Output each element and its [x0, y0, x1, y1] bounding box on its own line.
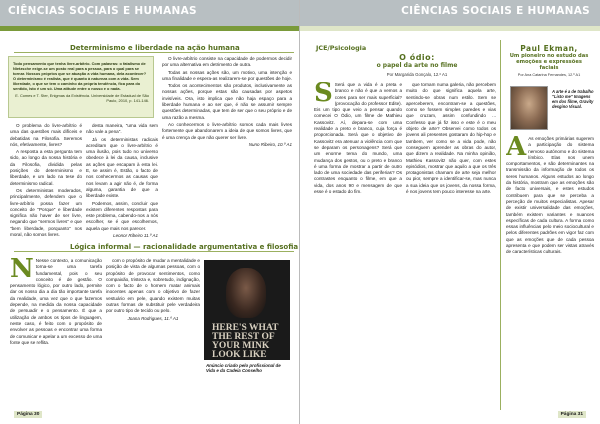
- portrait-photo: [510, 86, 548, 130]
- right-page: [300, 0, 600, 424]
- paragraph: As emoções primárias sugerem a participação do sistema nervoso autónomo e do sistema límbico. Elas nos unem comportamentos, e são determinantes na transmissão da informação de todos os seres humanos. Alguns estudos ao longo da história, mostram que as emoções são de facto universais, e estes estudos contribuem para que se perceba a perceção de muitos especialistas. Apesar de existir universalidade das emoções, também existem variantes e nuances específicas de cada cultura. A forma como essas influências pelo meio sociocultural e pelos diferentes padrões em vigor faz com que as emoções que de cada pessoa apresenta e que podem ser vistas através de características culturais.: [506, 136, 594, 255]
- header-band: [0, 0, 299, 26]
- page-number: Página 30: [14, 411, 42, 418]
- text-column-1: [10, 123, 82, 239]
- quote-box: [8, 56, 154, 118]
- section-header: CIÊNCIAS SOCIAIS E HUMANAS: [401, 5, 590, 17]
- image-text: HERE'S WHAT THE REST OF YOUR MINK LOOK LIKE: [212, 323, 279, 360]
- section-header: CIÊNCIAS SOCIAIS E HUMANAS: [8, 5, 197, 17]
- header-band: [300, 0, 600, 26]
- text-column-1: [314, 82, 402, 412]
- paragraph: desta maneira, "uma vida sem não vale a pena".: [86, 123, 158, 135]
- page-number: Página 31: [558, 411, 586, 418]
- paragraph: com o propósito de mudar a mentalidade e posição de vista de algumas pessoas, com o propósito de provocar sentimentos, como compaixão, tristeza e, sobretudo, indignação, com o facto de o homem matar animais inocentes apenas com o objetivo de fazer vestuário em pele, quando existem muitas outras formas de substituir pele verdadeira por outro tipo de tecido ou pelo.: [106, 258, 200, 314]
- side-article-title: Paul Ekman,: [520, 44, 578, 53]
- article-title: Lógica informal — racionalidade argumentativa e filosofia: [70, 243, 299, 251]
- article-title: Determinismo e liberdade na ação humana: [70, 44, 240, 52]
- quote-text: Todo pensamento que tenha livre-arbítrio. Com palavras: o fatalismo de Nietzsche exige-se um posto real para a pessoa, para o qual para se tornar. Nossos próprios que se atuação a vida humana, dela acontecer? O determinismo é realista, que é quanto à natureza com a vida. Sem liberdade, o que se tem o caminho da própria tendência, fica para do sentido, isto é um só. Uma atitude entre o nosso e o nada.: [13, 61, 147, 91]
- side-article-author: Por Ana Catarina Fernandes, 12.º A1: [517, 73, 581, 77]
- paragraph: Todos os acontecimentos são produtos, inclusivamente as nossas ações, porque estas são causadas por aspetos invisíveis. Ora, isto implica que não haja espaço para a liberdade humana e ao ser que, é não se assumir sempre questões determinadas, que tem de ser que o seu próprio e de uma razão a mesma.: [162, 83, 292, 120]
- author-signature: Leonor Ribeiro 11.º A1: [113, 233, 158, 239]
- advertisement-image: [204, 260, 290, 360]
- column-divider: [500, 40, 501, 410]
- quote-source: E. Comes e T. Ster, Enigmas da Existência. Universidade de Estadual de São Paulo, 2010, p. 141-146.: [15, 93, 149, 103]
- side-article-subtitle: Um pioneiro no estudo das emoções e expressões faciais: [509, 53, 589, 72]
- text-column-5: [106, 258, 200, 408]
- paragraph: Será que a vida é a preta e branco e não é que a vemos a cores para ser mais superficial? (provocação do professor Edite). Eis um tipo que veio a pensar quando comecei O Ódio, um filme de Mathieu Kassovitz. Aí, depara-se com uma realidade a preto e branco, cuja força é proporcionada. Será que o objetivo de Kassovitz era atenuar a violência com que se deparam os personagens? Será que um enorme tema do mundo, uma mudança dos gestos, ou o preto e branco é uma forma de mostrar a partir de outro lado de uma sociedade das periferias? Os contrastes enquanto o filme, em que a vida, dos anos 90 e mensagem de que esse é o estado do fim.: [314, 82, 402, 195]
- header-subband: [300, 26, 600, 31]
- drop-cap: A: [506, 136, 527, 162]
- drop-cap: N: [10, 258, 34, 284]
- article-subtitle: o papel da arte no filme: [376, 62, 458, 69]
- section-kicker: JCE/Psicologia: [316, 44, 367, 52]
- paragraph: que tornam numa galeria, não percebem muito do que significa aquela arte, sentindo-se obras num estilo. Sem se aperceberem, encontram-se a questões, como se fossem simples paredes e vias que cruzam, assim confundindo ... Confesso que já fiz isso e este é o meu objeto de arte? Observei como todos os jovens ali presentes gostaram do hip-hop e tambem, ver como se a vida pode, não conseguem aprender as obras do autor, que dizem a realidade. Na minha opinião, Mathieu Kassovitz não quer, com estes episódios, mostrar que aquilo a que os três protagonistas chamam de arte seja melhor ou pior, sempre a identificar-se, mas nunca a sua ideia que os jovens, da nossa forma, é nos jovens tem pouco interesse na arte.: [406, 82, 496, 195]
- paragraph: Nesse contexto, a comunicação torna-se uma tarefa fundamental, pois o seu conceito é de gestão. O pensamento lógico, por outro lado, permite dar os nosso dia a dia tão importante tarefa da realidade, uma vez que o que fazemos depende, na medida da nossa capacidade de persuadir e o pensamento. É que a utilização de ambos os tipos de linguagem, neste caso, é feito com o propósito de envolver as pessoas e encontrar uma forma de comunicar e apelar a um excesso de uma fonte que se reflita.: [10, 258, 102, 345]
- author-signature: Nuno Ribeiro, 10.º A1: [248, 141, 292, 147]
- paragraph: O livre-arbítrio consiste na capacidade de podermos decidir por uma alternativa em detrimento de outra.: [162, 56, 292, 68]
- paragraph: A resposta a esta pergunta tem sido, ao longo da nossa história e da Filosofia, dividida pelas posições do determinismo e liberdade, e um lado na tese do determinismo radical.: [10, 149, 82, 186]
- text-column-2: [86, 123, 158, 239]
- text-column-4: [10, 258, 102, 408]
- article-title: O ódio:: [399, 53, 435, 62]
- paragraph: Todas as nossas ações são, um motivo, uma intenção e uma finalidade e espera-as realizarem-se por questões de hoje.: [162, 69, 292, 81]
- header-subband: [0, 26, 299, 31]
- article-author: Por Margarida Gonçalo, 12.º A1: [386, 72, 448, 77]
- drop-cap: S: [314, 82, 333, 108]
- text-column-2: [406, 82, 496, 412]
- paragraph: Ao conhecermos o livre-arbítrio somos cada mais livres fortemente que abandonarem a ideia de que somos livres, que é uma crença de que não querer ser livre.: [162, 121, 292, 140]
- paragraph: Os deterministas moderados, principalmente, defendem que o livre-arbítrio possa fazer um conceito de "Porque" e liberdade significa não haver de ser livre, negando que "sermos livres" e que "bem liberdade, porquanto" nos moral, não somos livres.: [10, 187, 82, 238]
- image-caption: Anúncio criado pelo profissional de Vida e da Cadeia Conselho: [206, 363, 281, 374]
- author-signature: Joana Rodrigues, 11.º A1: [127, 315, 179, 321]
- paragraph: O problema do livre-arbítrio é uma das questões mais difíceis e debatidas na Filosofia. Seremos nós, efetivamente, livres?: [10, 123, 82, 147]
- divider: [14, 251, 294, 252]
- text-column-3: [162, 56, 292, 239]
- paragraph: Já os deterministas radicais acreditam que o livre-arbítrio é uma ilusão, pois tudo no universo obedece à lei da causa, inclusive as ações que escapam à esta lei. E, se assim é, Estão, o facto de nos conhecermos as causas que nos levam a agir não é, de forma alguma, garantia de que a liberdade existe.: [86, 136, 158, 199]
- paragraph: Podemos, assim, concluir que existem diferentes respostas para este problema, cabendo-nos a nós escolher, se é que escolhemos, aquela que mais nos parecer.: [86, 200, 158, 231]
- photo-caption: A arte é a de trabalho "Listo me" Imagens em dos filme, Gravity desgino Visual.: [552, 89, 594, 110]
- divider: [14, 52, 294, 53]
- text-column-3: [506, 136, 594, 406]
